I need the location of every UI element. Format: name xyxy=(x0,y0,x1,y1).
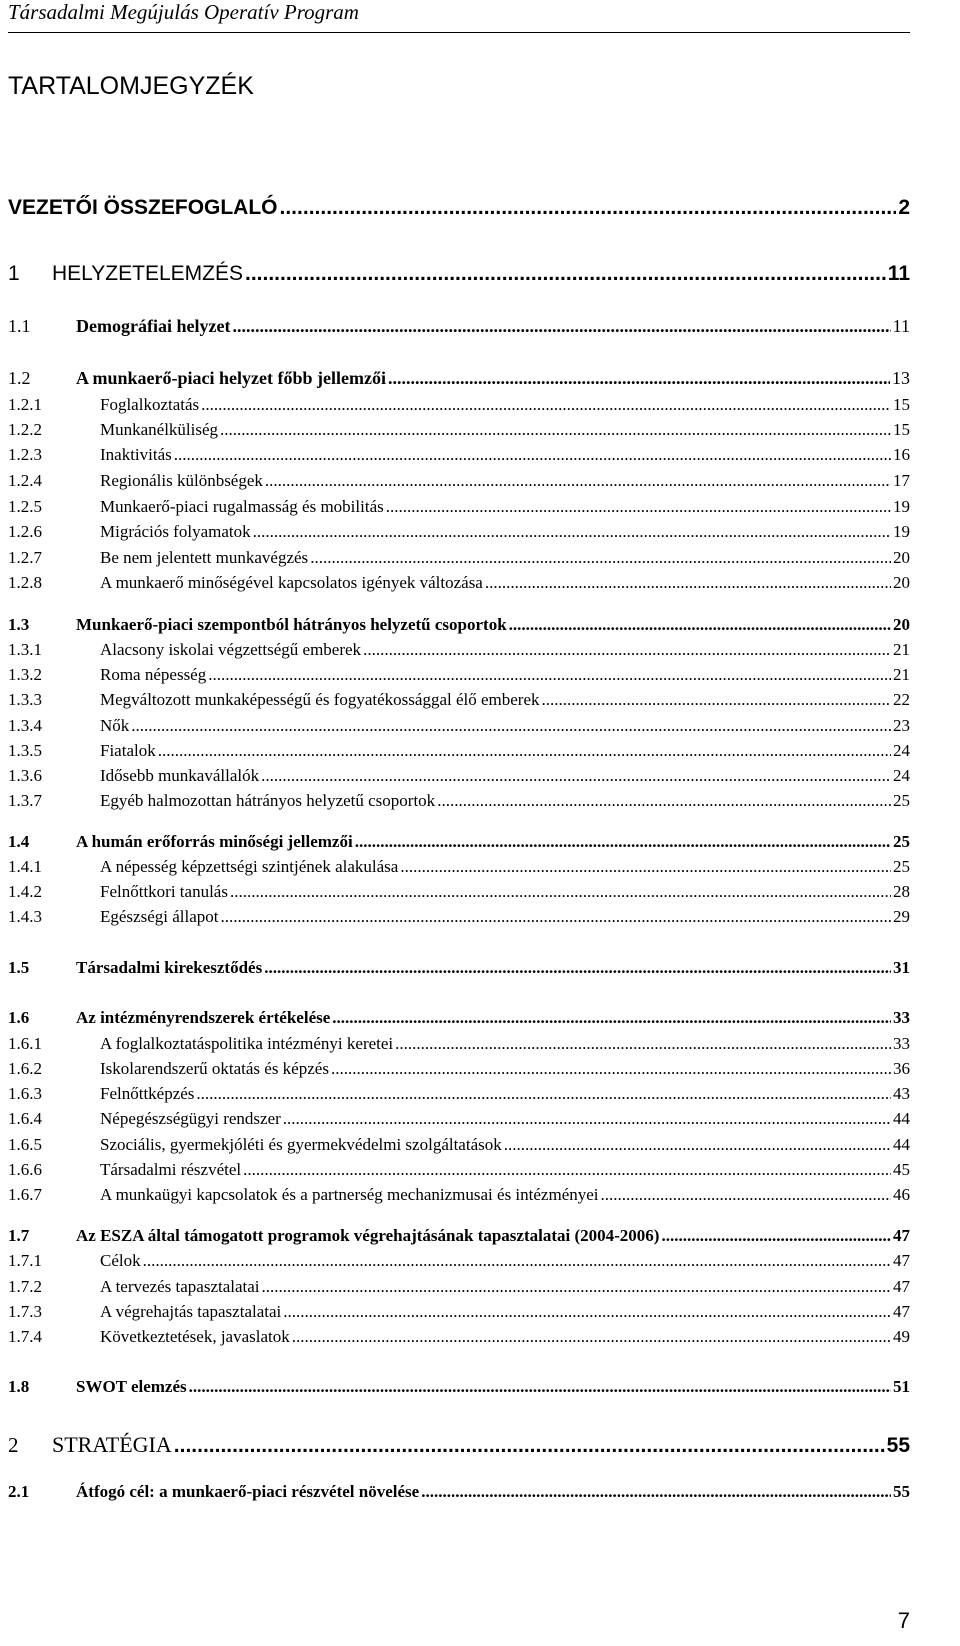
toc-leader xyxy=(230,882,891,902)
toc-entry[interactable] xyxy=(8,1059,910,1079)
toc-entry-page: 17 xyxy=(893,471,910,490)
toc-entry-page: 45 xyxy=(893,1160,910,1179)
toc-entry-title: Következtetések, javaslatok xyxy=(100,1327,290,1346)
toc-entry-page: 47 xyxy=(893,1277,910,1296)
toc-entry-number: 1.7.2 xyxy=(8,1277,42,1296)
toc-entry-number: 1.3.4 xyxy=(8,716,42,735)
toc-entry-number: 1.6.1 xyxy=(8,1034,42,1053)
toc-entry-number: 1.3.6 xyxy=(8,766,42,785)
toc-entry-title: A munkaerő-piaci helyzet főbb jellemzői xyxy=(76,368,386,388)
toc-entry-number: 1.4.2 xyxy=(8,882,42,901)
toc-entry-number: 1.2 xyxy=(8,368,31,388)
toc-entry-title: Munkaerő-piaci szempontból hátrányos helyzetű csoportok xyxy=(76,615,507,634)
toc-entry[interactable] xyxy=(8,640,910,660)
toc-entry-title: Regionális különbségek xyxy=(100,471,263,490)
page-number: 7 xyxy=(897,1608,910,1633)
toc-leader xyxy=(221,907,892,927)
toc-leader xyxy=(189,1377,891,1397)
toc-entry-page: 15 xyxy=(893,420,910,439)
toc-entry[interactable] xyxy=(8,766,910,786)
toc-entry-number: 1.7.1 xyxy=(8,1251,42,1270)
toc-leader xyxy=(245,262,886,286)
toc-entry-number: 1.2.1 xyxy=(8,395,42,414)
toc-entry-page: 24 xyxy=(893,741,910,760)
toc-entry-title: Társadalmi kirekesztődés xyxy=(76,958,263,977)
toc-leader xyxy=(485,573,891,593)
toc-leader xyxy=(262,1277,891,1297)
toc-leader xyxy=(332,1008,891,1028)
toc-entry-number: 1.3.7 xyxy=(8,791,42,810)
toc-entry-number: 1.2.3 xyxy=(8,445,42,464)
toc-entry-number: 1.4.3 xyxy=(8,907,42,926)
toc-entry[interactable] xyxy=(8,1008,910,1028)
toc-entry-page: 19 xyxy=(893,522,910,541)
toc-entry-title: Az intézményrendszerek értékelése xyxy=(76,1008,331,1027)
toc-entry[interactable] xyxy=(8,316,910,337)
toc-entry-page: 20 xyxy=(893,573,910,592)
toc-entry-page: 47 xyxy=(893,1226,910,1245)
toc-entry[interactable] xyxy=(8,1135,910,1155)
toc-leader xyxy=(355,832,891,852)
toc-entry-title: Demográfiai helyzet xyxy=(76,316,231,336)
toc-entry-title: Munkanélküliség xyxy=(100,420,219,439)
toc-entry-title: A foglalkoztatáspolitika intézményi keretei xyxy=(100,1034,394,1053)
toc-entry-number: 1.6 xyxy=(8,1008,30,1027)
toc-entry-title: Megváltozott munkaképességű és fogyatékossággal élő emberek xyxy=(100,690,540,709)
toc-entry[interactable] xyxy=(8,1377,910,1397)
toc-leader xyxy=(292,1327,891,1347)
toc-entry[interactable] xyxy=(8,1226,910,1246)
toc-entry[interactable] xyxy=(8,1277,910,1297)
toc-entry[interactable] xyxy=(8,1251,910,1271)
toc-entry-title: A humán erőforrás minőségi jellemzői xyxy=(76,832,353,851)
toc-entry-page: 2 xyxy=(898,196,910,219)
toc-entry-number: 1.2.8 xyxy=(8,573,42,592)
toc-leader xyxy=(174,1434,885,1458)
toc-entry-number: 1 xyxy=(8,262,20,285)
toc-leader xyxy=(208,665,891,685)
toc-entry[interactable] xyxy=(8,690,910,710)
toc-entry[interactable] xyxy=(8,958,910,978)
toc-leader xyxy=(174,445,891,465)
toc-entry[interactable] xyxy=(8,857,910,877)
toc-entry-page: 33 xyxy=(893,1008,910,1027)
toc-entry-page: 47 xyxy=(893,1302,910,1321)
toc-entry-page: 11 xyxy=(892,316,910,336)
toc-entry-page: 43 xyxy=(893,1084,910,1103)
toc-entry-page: 25 xyxy=(893,832,910,851)
toc-entry[interactable] xyxy=(8,832,910,852)
toc-entry-number: 1.6.3 xyxy=(8,1084,42,1103)
toc-leader xyxy=(363,640,891,660)
toc-leader xyxy=(283,1109,891,1129)
toc-entry-title: Foglalkoztatás xyxy=(100,395,200,414)
toc-entry-number: 1.2.4 xyxy=(8,471,42,490)
toc-entry[interactable] xyxy=(8,471,910,491)
toc-entry-page: 25 xyxy=(893,857,910,876)
toc-entry-number: 1.2.6 xyxy=(8,522,42,541)
toc-entry-title: Célok xyxy=(100,1251,141,1270)
toc-entry[interactable] xyxy=(8,882,910,902)
toc-entry-number: 1.3.2 xyxy=(8,665,42,684)
toc-entry[interactable] xyxy=(8,1109,910,1129)
toc-entry-title: A munkaügyi kapcsolatok és a partnerség mechanizmusai és intézményei xyxy=(100,1185,599,1204)
toc-leader xyxy=(143,1251,891,1271)
toc-entry-page: 55 xyxy=(886,1434,910,1457)
toc-leader xyxy=(601,1185,891,1205)
toc-entry-number: 1.6.4 xyxy=(8,1109,42,1128)
toc-entry-page: 16 xyxy=(893,445,910,464)
toc-entry-number: 1.6.2 xyxy=(8,1059,42,1078)
toc-leader xyxy=(232,316,890,337)
toc-entry-title: Idősebb munkavállalók xyxy=(100,766,260,785)
toc-entry-number: 1.1 xyxy=(8,316,31,336)
toc-entry-title: Társadalmi részvétel xyxy=(100,1160,242,1179)
running-header xyxy=(8,0,910,33)
toc-entry[interactable] xyxy=(8,420,910,440)
toc-leader xyxy=(542,690,891,710)
toc-entry[interactable] xyxy=(8,791,910,811)
toc-entry-title: Szociális, gyermekjóléti és gyermekvédelmi szolgáltatások xyxy=(100,1135,502,1154)
toc-entry-page: 29 xyxy=(893,907,910,926)
toc-entry[interactable] xyxy=(8,1432,910,1458)
toc-entry-page: 23 xyxy=(893,716,910,735)
toc-entry-page: 36 xyxy=(893,1059,910,1078)
toc-entry[interactable] xyxy=(8,368,910,389)
toc-leader xyxy=(331,1059,891,1079)
toc-entry-title: A népesség képzettségi szintjének alakulása xyxy=(100,857,399,876)
toc-entry[interactable] xyxy=(8,522,910,542)
toc-entry-page: 19 xyxy=(893,497,910,516)
toc-entry[interactable] xyxy=(8,548,910,568)
toc-entry-page: 44 xyxy=(893,1135,910,1154)
toc-entry-title: Átfogó cél: a munkaerő-piaci részvétel növelése xyxy=(76,1482,420,1501)
toc-entry[interactable] xyxy=(8,1084,910,1104)
toc-entry-page: 11 xyxy=(887,262,910,285)
toc-entry-number: 1.7 xyxy=(8,1226,30,1245)
toc-entry-number: 1.5 xyxy=(8,958,30,977)
toc-leader xyxy=(509,615,891,635)
toc-entry-page: 24 xyxy=(893,766,910,785)
toc-entry-page: 47 xyxy=(893,1251,910,1270)
toc-entry-number: 1.4.1 xyxy=(8,857,42,876)
toc-entry-title: SWOT elemzés xyxy=(76,1377,187,1396)
toc-leader xyxy=(201,395,891,415)
toc-entry-number: 1.2.2 xyxy=(8,420,42,439)
toc-entry-number: 1.6.7 xyxy=(8,1185,42,1204)
toc-entry[interactable] xyxy=(8,665,910,685)
toc-entry-title: VEZETŐI ÖSSZEFOGLALÓ xyxy=(8,196,278,219)
toc-entry-title: Alacsony iskolai végzettségű emberek xyxy=(100,640,362,659)
toc-entry-title: Iskolarendszerű oktatás és képzés xyxy=(100,1059,329,1078)
toc-leader xyxy=(253,522,891,542)
toc-leader xyxy=(158,741,891,761)
toc-entry-number: 2 xyxy=(8,1433,19,1457)
toc-entry-page: 15 xyxy=(893,395,910,414)
toc-entry-page: 46 xyxy=(893,1185,910,1204)
toc-leader xyxy=(400,857,891,877)
toc-entry-title: Be nem jelentett munkavégzés xyxy=(100,548,309,567)
toc-entry[interactable] xyxy=(8,615,910,635)
toc-entry[interactable] xyxy=(8,1302,910,1322)
toc-entry[interactable] xyxy=(8,196,910,220)
toc-entry-number: 1.2.7 xyxy=(8,548,42,567)
toc-entry[interactable] xyxy=(8,445,910,465)
toc-leader xyxy=(388,368,890,389)
toc-entry-page: 20 xyxy=(893,615,910,634)
toc-entry-title: Felnőttkori tanulás xyxy=(100,882,228,901)
toc-entry[interactable] xyxy=(8,573,910,593)
toc-entry-number: 1.6.5 xyxy=(8,1135,42,1154)
toc-entry-page: 22 xyxy=(893,690,910,709)
toc-leader xyxy=(196,1084,891,1104)
toc-leader xyxy=(261,766,891,786)
toc-entry-page: 44 xyxy=(893,1109,910,1128)
toc-entry[interactable] xyxy=(8,1482,910,1502)
toc-entry-number: 1.2.5 xyxy=(8,497,42,516)
toc-entry[interactable] xyxy=(8,741,910,761)
toc-entry-number: 1.3.1 xyxy=(8,640,42,659)
toc-leader xyxy=(264,958,891,978)
toc-entry-number: 1.3.3 xyxy=(8,690,42,709)
toc-entry-page: 25 xyxy=(893,791,910,810)
toc-entry-title: Felnőttképzés xyxy=(100,1084,195,1103)
toc-leader xyxy=(386,497,891,517)
toc-leader xyxy=(220,420,891,440)
toc-entry-title: Az ESZA által támogatott programok végrehajtásának tapasztalatai (2004-2006) xyxy=(76,1226,660,1245)
toc-leader xyxy=(661,1226,891,1246)
toc-entry-number: 1.4 xyxy=(8,832,30,851)
toc-leader xyxy=(421,1482,891,1502)
toc-entry[interactable] xyxy=(8,716,910,736)
toc-entry-number: 1.8 xyxy=(8,1377,30,1396)
toc-leader xyxy=(131,716,891,736)
toc-entry-number: 1.3 xyxy=(8,615,30,634)
toc-entry-page: 31 xyxy=(893,958,910,977)
toc-entry[interactable] xyxy=(8,262,910,286)
toc-entry-title: Munkaerő-piaci rugalmasság és mobilitás xyxy=(100,497,384,516)
toc-entry-page: 20 xyxy=(893,548,910,567)
toc-entry-page: 49 xyxy=(893,1327,910,1346)
toc-leader xyxy=(283,1302,891,1322)
toc-entry[interactable] xyxy=(8,497,910,517)
toc-entry-page: 55 xyxy=(893,1482,910,1501)
toc-entry[interactable] xyxy=(8,1327,910,1347)
toc-entry-title: Nők xyxy=(100,716,130,735)
toc-entry-title: HELYZETELEMZÉS xyxy=(52,262,243,285)
toc-entry[interactable] xyxy=(8,1185,910,1205)
toc-entry-title: Egyéb halmozottan hátrányos helyzetű csoportok xyxy=(100,791,436,810)
toc-leader xyxy=(310,548,891,568)
toc-entry-page: 13 xyxy=(892,368,910,388)
header-title: Társadalmi Megújulás Operatív Program xyxy=(8,0,359,24)
toc-entry-page: 28 xyxy=(893,882,910,901)
toc-entry[interactable] xyxy=(8,395,910,415)
toc-entry-number: 1.7.4 xyxy=(8,1327,42,1346)
toc-entry-title: A végrehajtás tapasztalatai xyxy=(100,1302,282,1321)
toc-leader xyxy=(395,1034,891,1054)
toc-entry-title: STRATÉGIA xyxy=(52,1432,172,1457)
toc-leader xyxy=(280,196,897,220)
toc-entry-title: Népegészségügyi rendszer xyxy=(100,1109,281,1128)
toc-entry-title: Roma népesség xyxy=(100,665,207,684)
toc-entry-title: Inaktivitás xyxy=(100,445,172,464)
toc-entry-number: 1.3.5 xyxy=(8,741,42,760)
toc-entry-number: 1.6.6 xyxy=(8,1160,42,1179)
toc-entry-number: 1.7.3 xyxy=(8,1302,42,1321)
toc-entry[interactable] xyxy=(8,1034,910,1054)
toc-entry-title: A tervezés tapasztalatai xyxy=(100,1277,260,1296)
toc-entry-number: 2.1 xyxy=(8,1482,30,1501)
toc-entry-title: Egészségi állapot xyxy=(100,907,219,926)
toc-entry-title: A munkaerő minőségével kapcsolatos igények változása xyxy=(100,573,483,592)
toc-leader xyxy=(504,1135,891,1155)
toc-entry-page: 51 xyxy=(893,1377,910,1396)
toc-title: TARTALOMJEGYZÉK xyxy=(8,72,254,100)
toc-entry-title: Migrációs folyamatok xyxy=(100,522,251,541)
toc-leader xyxy=(265,471,891,491)
toc-leader xyxy=(437,791,891,811)
toc-entry[interactable] xyxy=(8,907,910,927)
toc-leader xyxy=(243,1160,891,1180)
toc-entry[interactable] xyxy=(8,1160,910,1180)
toc-entry-title: Fiatalok xyxy=(100,741,156,760)
toc-entry-page: 33 xyxy=(893,1034,910,1053)
toc-entry-page: 21 xyxy=(893,640,910,659)
toc-entry-page: 21 xyxy=(893,665,910,684)
